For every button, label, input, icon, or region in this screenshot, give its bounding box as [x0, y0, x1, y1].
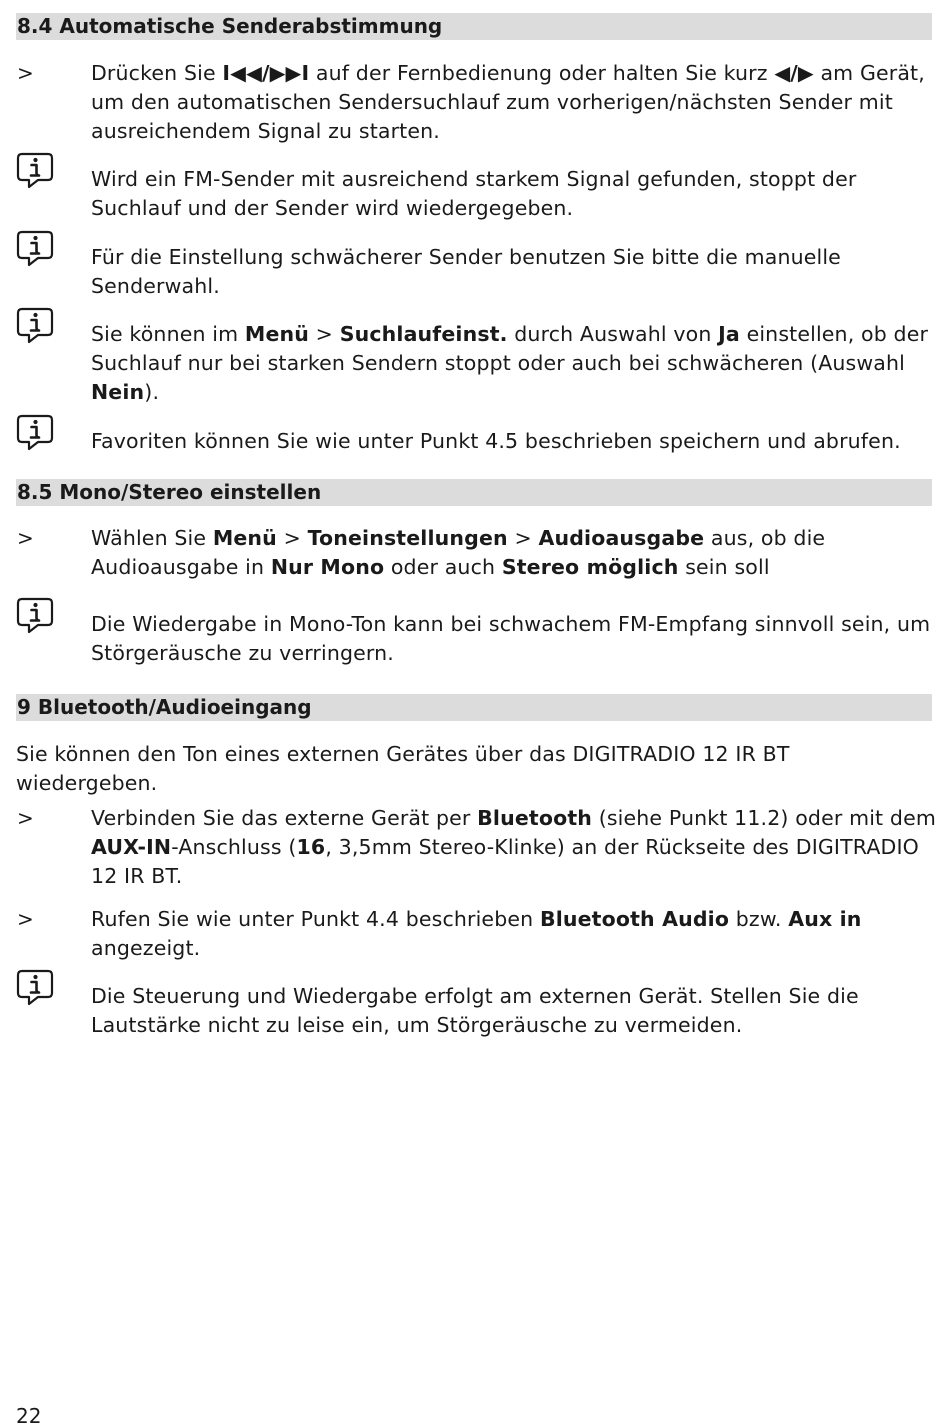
info-icon — [16, 229, 54, 267]
info-icon — [16, 151, 54, 189]
instruction-text: Verbinden Sie das externe Gerät per Bluetooth (siehe Punkt 11.2) oder mit dem AUX-IN-Anschluss (16, 3,5mm Stereo-Klinke) an der Rückseite des DIGITRADIO 12 IR BT. — [91, 806, 936, 888]
bullet-marker: > — [17, 61, 34, 85]
bullet-marker: > — [17, 526, 34, 550]
page-number: 22 — [16, 1404, 42, 1428]
intro-text: Sie können den Ton eines externen Gerätes über das DIGITRADIO 12 IR BT wiedergeben. — [16, 742, 790, 795]
bullet-marker: > — [17, 806, 34, 830]
section-heading-8-5: 8.5 Mono/Stereo einstellen — [16, 479, 932, 506]
info-text: Für die Einstellung schwächerer Sender benutzen Sie bitte die manuelle Senderwahl. — [91, 245, 841, 298]
info-text: Wird ein FM-Sender mit ausreichend starkem Signal gefunden, stoppt der Suchlauf und der Sender wird wiedergegeben. — [91, 167, 857, 220]
bullet-marker: > — [17, 907, 34, 931]
info-text: Sie können im Menü > Suchlaufeinst. durch Auswahl von Ja einstellen, ob der Suchlauf nur bei starken Sendern stoppt oder auch bei schwächeren (Auswahl Nein). — [91, 322, 929, 404]
info-icon — [16, 306, 54, 344]
section-heading-8-4: 8.4 Automatische Senderabstimmung — [16, 13, 932, 40]
info-icon — [16, 413, 54, 451]
info-text: Favoriten können Sie wie unter Punkt 4.5 beschrieben speichern und abrufen. — [91, 429, 901, 453]
info-icon — [16, 968, 54, 1006]
instruction-text: Drücken Sie I◀◀/▶▶I auf der Fernbedienung oder halten Sie kurz ◀/▶ am Gerät, um den automatischen Sendersuchlauf zum vorherigen/nächsten Sender mit ausreichendem Signal zu starten. — [91, 61, 925, 143]
info-text: Die Wiedergabe in Mono-Ton kann bei schwachem FM-Empfang sinnvoll sein, um Störgeräusche zu verringern. — [91, 612, 931, 665]
instruction-text: Rufen Sie wie unter Punkt 4.4 beschrieben Bluetooth Audio bzw. Aux in angezeigt. — [91, 907, 862, 960]
instruction-text: Wählen Sie Menü > Toneinstellungen > Audioausgabe aus, ob die Audioausgabe in Nur Mono oder auch Stereo möglich sein soll — [91, 526, 826, 579]
info-text: Die Steuerung und Wiedergabe erfolgt am externen Gerät. Stellen Sie die Lautstärke nicht zu leise ein, um Störgeräusche zu vermeiden. — [91, 984, 859, 1037]
info-icon — [16, 596, 54, 634]
section-heading-9: 9 Bluetooth/Audioeingang — [16, 694, 932, 721]
